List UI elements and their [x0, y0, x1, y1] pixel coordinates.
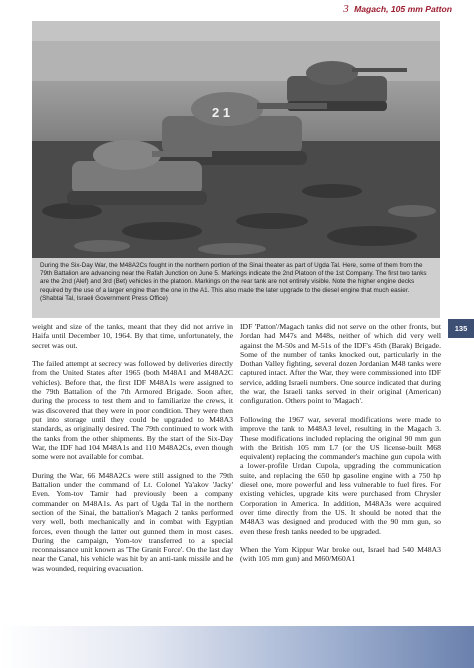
chapter-title: Magach, 105 mm Patton [354, 4, 452, 14]
right-column [240, 322, 441, 573]
paragraph: During the War, 66 M48A2Cs were still assigned to the 79th Battalion under the command of Lt. Colonel Ya'akov 'Jacky' Even. Yom-tov Tamir had previously been a company commander on M48A1s. As part of Ugda Tal in the northern section of the Sinai, the battalion's Magach 2 tanks performed very well, both mechanically and in combat with Egyptian forces, even though the latter out gunned them in most cases. During the campaign, Yom-tov transferred to a special reconnaissance unit known as 'The Granit Force'. On the last day near the Canal, his vehicle was hit by an anti-tank missile and he was wounded, requiring evacuation. [32, 470, 233, 573]
paragraph: IDF 'Patton'/Magach tanks did not serve on the other fronts, but Jordan had M47s and M48s, neither of which did very well against the M-50s and M-51s of the IDF's 45th (Barak) Brigade. Some of the number of tanks knocked out, particularly in the Dothan Valley fighting, several dozen Jordanian M48 tanks were captured intact. After the War, they were commissioned into IDF service, adding Israeli numbers. One source indicated that during the war, the Israeli tanks served in their original (American) configuration. Others point to 'Magach'. [240, 322, 441, 406]
paragraph: The failed attempt at secrecy was followed by deliveries directly from the United States after 1965 (both M48A1 and M48A2C vehicles). Before that, the first IDF M48A1s were assigned to the 79th Battalion of the 7th Armored Brigade. Soon after, during the process to test them and to familiarize the crews, it was discovered that they were in poor condition. They were then put into storage until they could be upgraded to M48A3 standards, as originally desired. The 79th continued to work with the tanks from the other shipments. By the start of the Six-Day War, the IDF had 104 M48A1s and 110 M48A2Cs, even though some were not available for combat. [32, 359, 233, 462]
tank-photo [32, 21, 440, 258]
turret-marking: 2 1 [212, 105, 231, 120]
chapter-number: 3 [343, 3, 349, 15]
tank-photo-illustration [32, 21, 440, 258]
photo-caption: During the Six-Day War, the M48A2Cs fought in the northern portion of the Sinai theater as part of Ugda Tal. Here, some of them from the 79th Battalion are advancing near the Rafah Junction on June 5. Markings indicate the 2nd Platoon of the 1st Company. The first two tanks are the 2nd (Alef) and 3rd (Bet) vehicles in the platoon. Markings on the rear tank are not entirely visible. Note the higher engine decks required by the use of a larger engine than the one in the A1. This also made the later upgrade to the diesel engine that much easier. (Shabtai Tal, Israeli Government Press Office) [32, 258, 440, 318]
paragraph: When the Yom Kippur War broke out, Israel had 540 M48A3 (with 105 mm gun) and M60/M60A1 [240, 545, 441, 564]
running-header [343, 3, 452, 15]
footer-decoration [0, 626, 474, 668]
paragraph: weight and size of the tanks, meant that they did not arrive in Haifa until December 10, 1964. By that time, unfortunately, the secret was out. [32, 322, 233, 350]
paragraph: Following the 1967 war, several modifications were made to improve the tank to M48A3 level, resulting in the Magach 3. These modifications included replacing the original 90 mm gun with the British 105 mm L7 (or the US license-built M68 equivalent) replacing the commander's machine gun cupola with a lower-profile Urdan Cupola, upgrading the communication suite, and replacing the 650 hp gasoline engine with a 750 hp diesel one, more powerful and less vulnerable to fuel fires. For existing vehicles, upgrade kits were purchased from Chrysler Corporation in America. In addition, M48A3s were acquired over time directly from the US. It should be noted that the M48A3 was designed and produced with the 90 mm gun, so even these fresh tanks needed to be upgraded. [240, 414, 441, 536]
left-column [32, 322, 233, 582]
page-number: 135 [448, 319, 474, 338]
